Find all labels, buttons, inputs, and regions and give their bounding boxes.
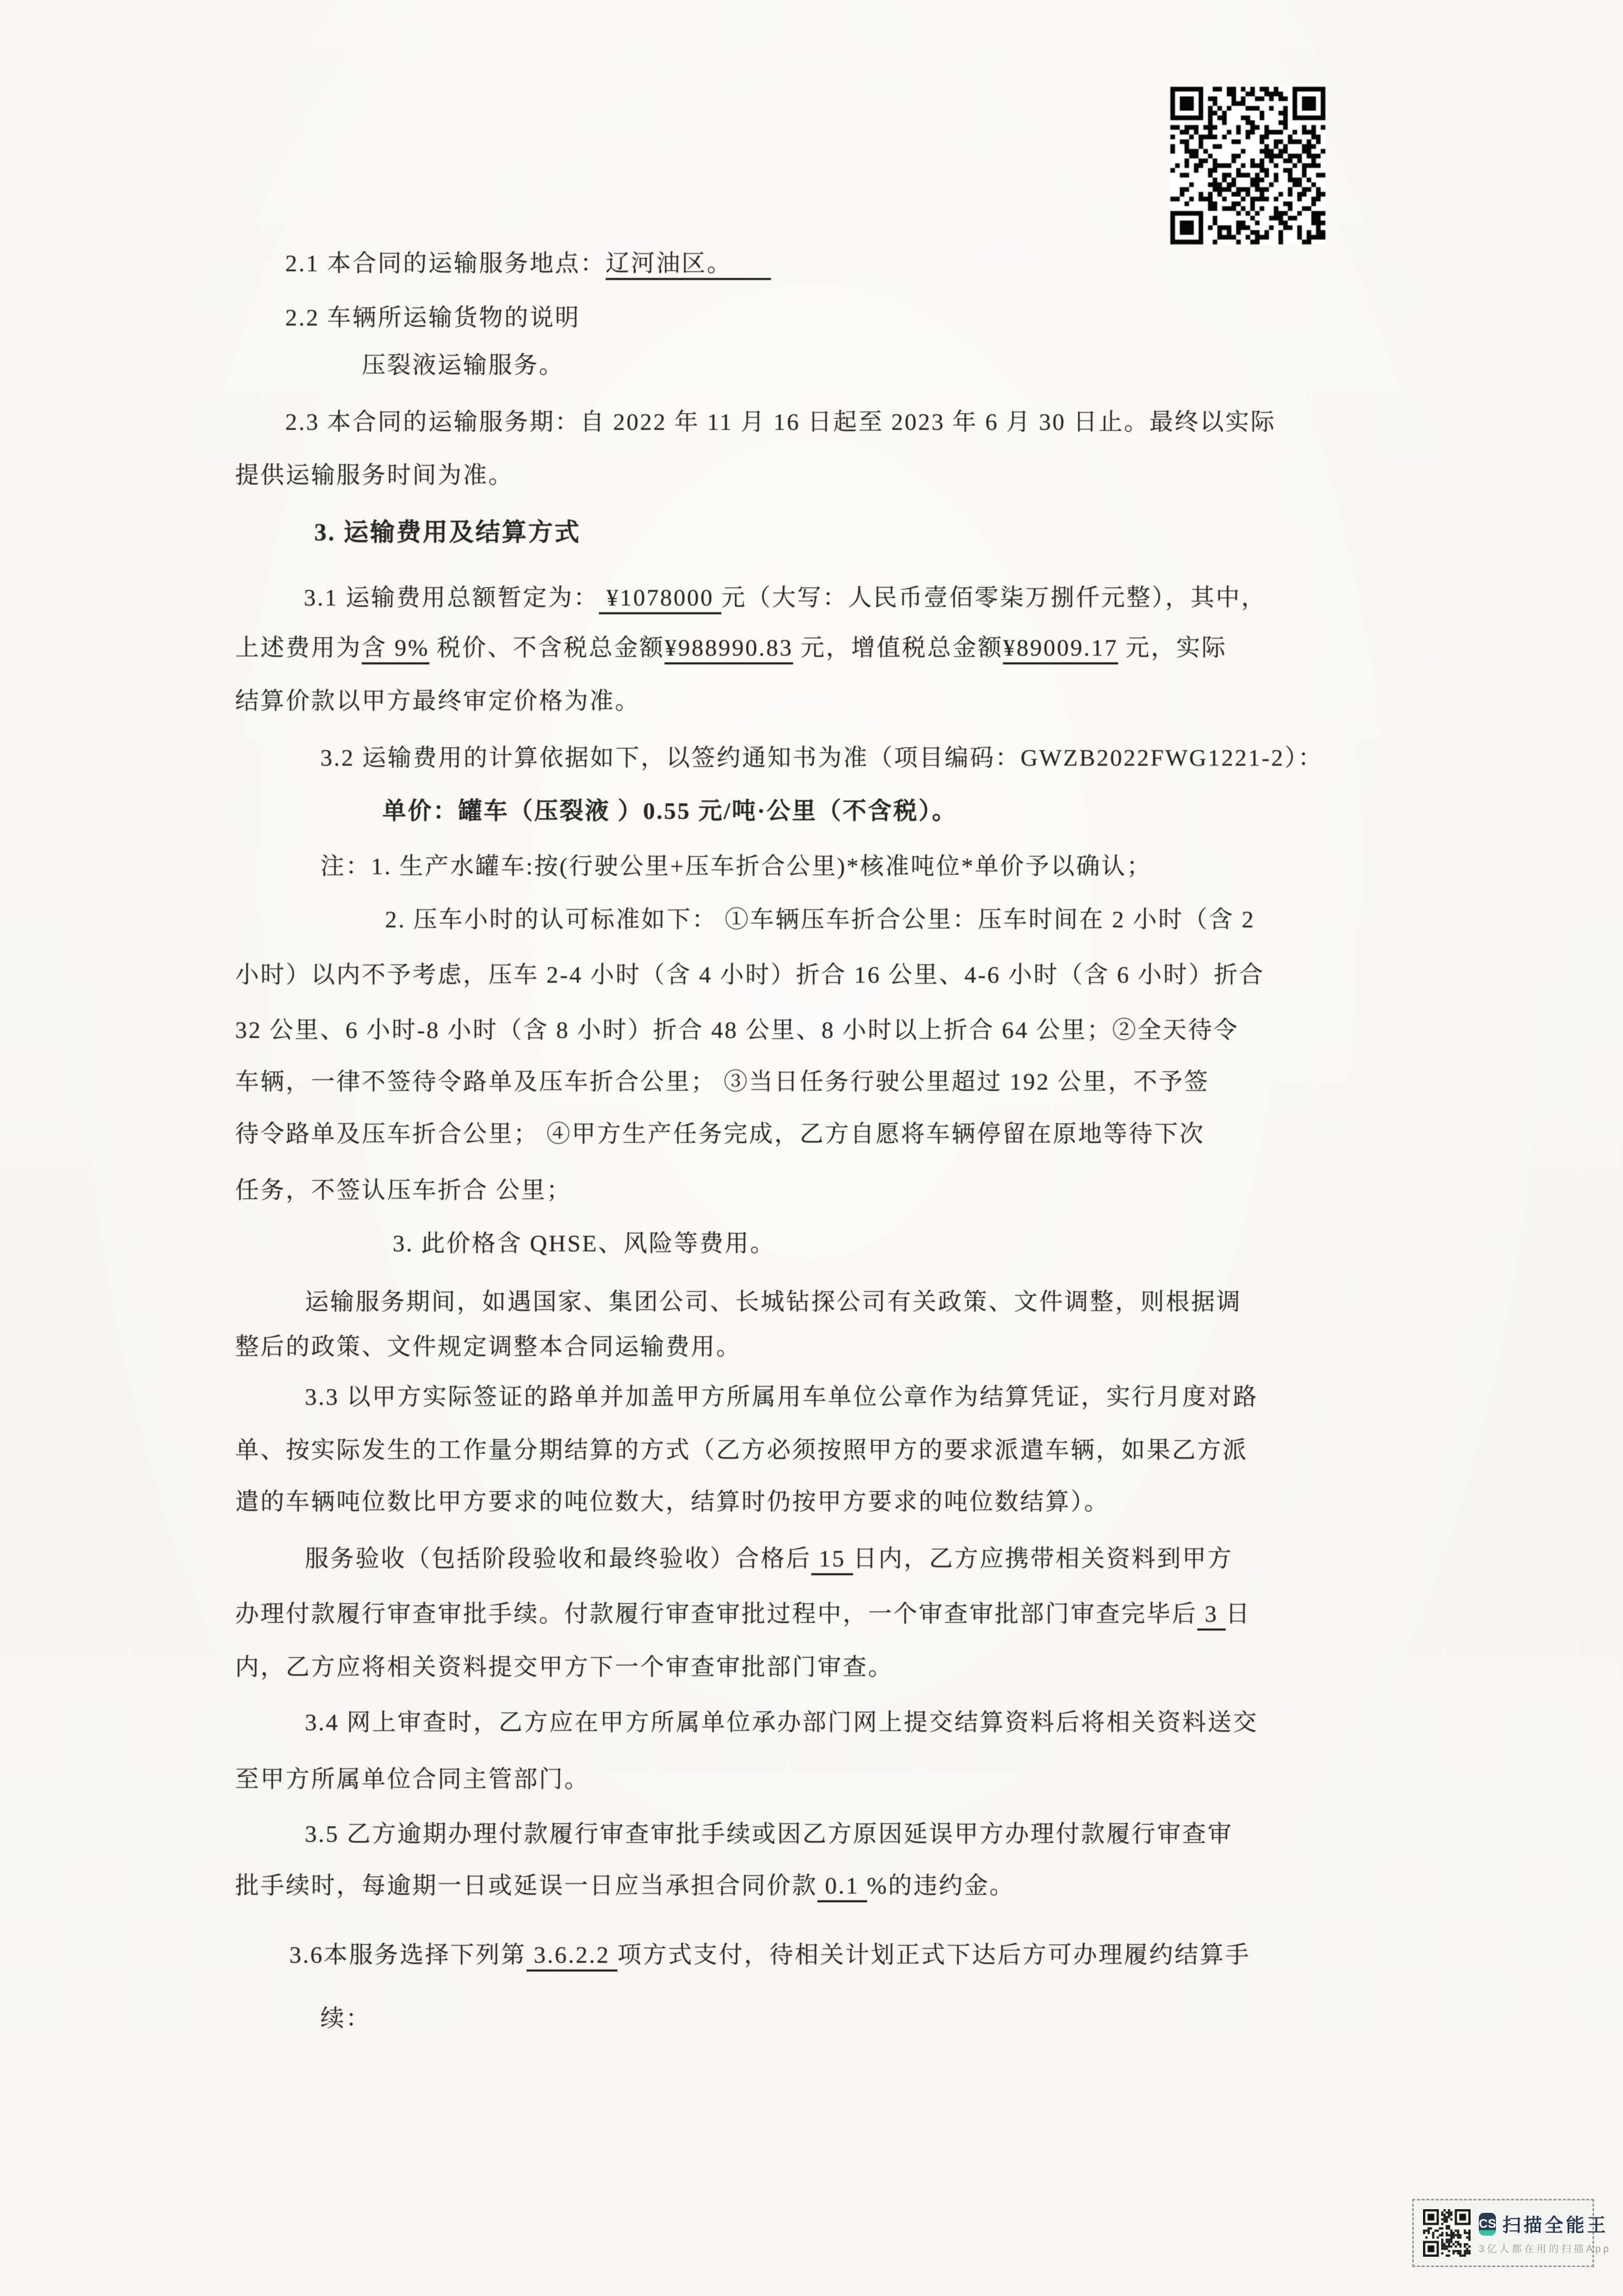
text-line: 任务，不签认压车折合 公里； <box>235 1177 572 1203</box>
badge-title-row <box>1479 2211 1609 2237</box>
camscanner-app-icon <box>1479 2213 1496 2236</box>
text-line: 待令路单及压车折合公里； ④甲方生产任务完成，乙方自愿将车辆停留在原地等待下次 <box>235 1121 1205 1147</box>
camscanner-badge <box>1412 2199 1612 2267</box>
text-line: 遣的车辆吨位数比甲方要求的吨位数大，结算时仍按甲方要求的吨位数结算）。 <box>235 1488 1109 1515</box>
filled-blank: 0.1 <box>817 1872 867 1902</box>
filled-blank: 含 9% <box>362 634 429 664</box>
text-line: 批手续时，每逾期一日或延误一日应当承担合同价款 0.1 %的违约金。 <box>235 1871 1015 1901</box>
badge-qr-code <box>1423 2209 1471 2257</box>
text-line: 续： <box>320 2005 371 2031</box>
badge-subtitle: 3亿人都在用的扫描App <box>1479 2244 1612 2255</box>
text-line: 注：1. 生产水罐车:按(行驶公里+压车折合公里)*核准吨位*单价予以确认； <box>320 853 1152 879</box>
text-line: 服务验收（包括阶段验收和最终验收）合格后 15 日内，乙方应携带相关资料到甲方 <box>305 1544 1233 1574</box>
text-line: 3.3 以甲方实际签证的路单并加盖甲方所属用车单位公章作为结算凭证，实行月度对路 <box>305 1384 1258 1410</box>
text-line: 2.3 本合同的运输服务期：自 2022 年 11 月 16 日起至 2023 年 6 月 30 日止。最终以实际 <box>285 409 1276 435</box>
text-line: 提供运输服务时间为准。 <box>235 462 514 488</box>
text-line: 压裂液运输服务。 <box>362 352 564 378</box>
filled-blank: 3.6.2.2 <box>527 1942 618 1972</box>
text-line: 3. 运输费用及结算方式 <box>314 519 581 546</box>
text-line: 上述费用为含 9% 税价、不含税总金额¥988990.83 元，增值税总金额¥89009.17 元，实际 <box>235 633 1227 663</box>
filled-blank: 辽河油区。 <box>606 250 720 280</box>
badge-title: 扫描全能王 <box>1502 2214 1609 2236</box>
text-line: 单价：罐车（压裂液 ）0.55 元/吨·公里（不含税）。 <box>382 798 957 824</box>
app-icon-letters: CS <box>1479 2216 1496 2231</box>
text-line: 内，乙方应将相关资料提交甲方下一个审查审批部门审查。 <box>235 1654 893 1680</box>
text-line: 3.1 运输费用总额暂定为： ¥1078000 元（大写：人民币壹佰零柒万捌仟元整），其中， <box>304 583 1266 613</box>
filled-blank: ¥1078000 <box>599 584 721 614</box>
text-line: 2.2 车辆所运输货物的说明 <box>285 304 580 331</box>
text-line: 3.5 乙方逾期办理付款履行审查审批手续或因乙方原因延误甲方办理付款履行审查审 <box>305 1821 1233 1847</box>
text-line: 3.4 网上审查时，乙方应在甲方所属单位承办部门网上提交结算资料后将相关资料送交 <box>305 1709 1258 1735</box>
text-line: 3. 此价格含 QHSE、风险等费用。 <box>393 1230 776 1256</box>
badge-text-block <box>1479 2211 1612 2255</box>
text-line: 整后的政策、文件规定调整本合同运输费用。 <box>235 1333 741 1360</box>
text-line: 办理付款履行审查审批手续。付款履行审查审批过程中，一个审查审批部门审查完毕后 3 日 <box>235 1599 1251 1629</box>
filled-blank <box>720 250 771 280</box>
text-line: 至甲方所属单位合同主管部门。 <box>235 1766 590 1792</box>
filled-blank: ¥89009.17 <box>1003 634 1118 664</box>
text-line: 车辆，一律不签待令路单及压车折合公里； ③当日任务行驶公里超过 192 公里，不予签 <box>235 1068 1210 1095</box>
filled-blank: 3 <box>1197 1601 1226 1631</box>
filled-blank: ¥988990.83 <box>664 634 793 664</box>
text-line: 运输服务期间，如遇国家、集团公司、长城钻探公司有关政策、文件调整，则根据调 <box>305 1289 1242 1315</box>
text-line: 小时）以内不予考虑，压车 2-4 小时（含 4 小时）折合 16 公里、4-6 小时（含 6 小时）折合 <box>235 961 1265 988</box>
text-line: 32 公里、6 小时-8 小时（含 8 小时）折合 48 公里、8 小时以上折合 64 公里；②全天待令 <box>235 1017 1239 1043</box>
text-line: 结算价款以甲方最终审定价格为准。 <box>235 688 640 714</box>
text-line: 3.6本服务选择下列第 3.6.2.2 项方式支付，待相关计划正式下达后方可办理履约结算手 <box>289 1940 1250 1970</box>
text-line: 单、按实际发生的工作量分期结算的方式（乙方必须按照甲方的要求派遣车辆，如果乙方派 <box>235 1437 1248 1463</box>
text-line: 2.1 本合同的运输服务地点：辽河油区。 <box>285 249 771 278</box>
filled-blank: 15 <box>811 1545 853 1575</box>
text-line: 2. 压车小时的认可标准如下： ①车辆压车折合公里：压车时间在 2 小时（含 2 <box>385 906 1255 933</box>
text-line: 3.2 运输费用的计算依据如下，以签约通知书为准（项目编码：GWZB2022FWG1221-2）： <box>320 744 1323 771</box>
